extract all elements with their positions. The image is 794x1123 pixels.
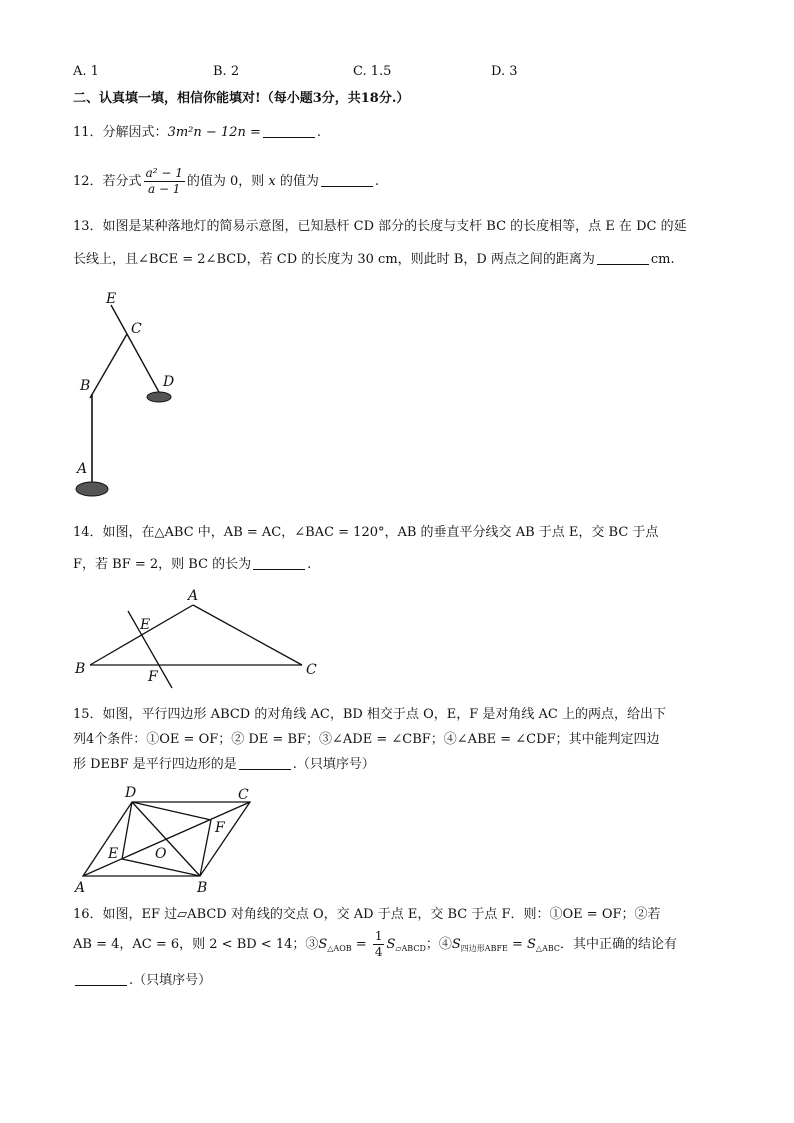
fig13-segment-CB [90,334,127,398]
fig13-segment-CD [127,334,160,394]
fig13-segment-EC [111,305,127,334]
q14-tail: . [307,557,312,572]
q11-tail: . [316,125,321,140]
q16-area-1: S [318,937,328,952]
q15-line-1: 15．如图，平行四边形 ABCD 的对角线 AC，BD 相交于点 O，E，F 是对角线 AC 上的两点，给出下 [73,707,666,722]
q12-fraction [144,166,185,197]
q15-line-2: 列4个条件：①OE = OF；② DE = BF；③∠ADE = ∠CBF；④∠ABE = ∠CDF；其中能判定四边 [73,732,660,747]
q15-answer-blank[interactable] [239,757,291,770]
q12-tail: . [374,174,380,189]
q13-answer-blank[interactable] [597,252,649,265]
q16-tail: .（只填序号） [129,973,212,988]
fig15-label-A: A [75,880,86,896]
fig14-label-F: F [148,669,158,685]
q16-line-1: 16．如图，EF 过▱ABCD 对角线的交点 O，交 AD 于点 E，交 BC 于点 F．则：①OE = OF；②若 [73,907,661,922]
fig15-label-E: E [108,846,119,862]
fig13-lamp-base [76,482,108,496]
q16-line-2-text: AB = 4，AC = 6，则 2 < BD < 14；③ [73,937,319,952]
fig13-label-D: D [163,374,175,390]
q14-line-2 [73,556,311,574]
q16-area-3: S [451,937,461,952]
fig15-label-D: D [125,785,137,801]
option-b[interactable]: B. 2 [213,64,240,79]
q16-area-4-sub: △ABC [535,944,560,953]
q11-number: 11． [73,125,103,140]
q13-line-2-text: 长线上，且∠BCE = 2∠BCD，若 CD 的长度为 30 cm，则此时 B，D 两点之间的距离为 [73,252,595,267]
q14-line-2-text: F，若 BF = 2，则 BC 的长为 [73,557,252,572]
figure-14-triangle [70,585,330,695]
option-a[interactable]: A. 1 [73,64,99,79]
fig14-label-E: E [140,617,151,633]
q12-var: x [268,174,276,189]
q16-sep: ；④ [425,937,452,952]
fig15-label-F: F [215,820,225,836]
figure-13-floor-lamp [70,290,175,505]
fig15-label-O: O [155,846,167,862]
q16-answer-blank[interactable] [75,973,127,986]
q16-line-2-end: ．其中正确的结论有 [560,937,678,952]
q16-line-3 [73,972,211,990]
fig15-segment-FD [132,802,211,820]
figure-15-parallelogram [70,780,280,895]
q16-area-4: S [527,937,536,952]
q16-area-2: S [386,937,396,952]
q16-area-3-sub: 四边形ABFE [460,944,508,953]
q15-line-3-text: 形 DEBF 是平行四边形的是 [73,757,237,772]
question-11 [73,124,321,142]
q16-equals: = [351,937,371,952]
q15-line-3 [73,756,375,774]
fig14-side-AC [193,605,302,665]
q16-area-2-sub: ▱ABCD [395,944,426,953]
q13-unit: cm. [650,252,675,267]
answer-options [73,64,593,82]
fig13-label-E: E [106,291,117,307]
fig13-label-B: B [80,378,91,394]
q15-tail: .（只填序号） [292,757,375,772]
q16-equals-2: = [507,937,528,952]
q12-answer-blank[interactable] [321,174,373,187]
fig14-label-B: B [75,661,86,677]
fig14-label-C: C [306,662,317,678]
q12-number: 12． [73,174,103,189]
question-12 [73,165,379,199]
q13-line-1: 13．如图是某种落地灯的简易示意图，已知悬杆 CD 部分的长度与支杆 BC 的长度相等，点 E 在 DC 的延 [73,219,687,234]
q11-answer-blank[interactable] [263,125,315,138]
q12-fraction-denominator: a − 1 [147,182,181,196]
q11-text: 分解因式： [102,125,168,140]
fig15-label-C: C [238,787,249,803]
q16-line-2 [73,928,677,966]
q16-area-1-sub: △AOB [327,944,352,953]
q12-post: 的值为 [279,174,319,189]
q11-expression: 3m²n − 12n = [167,125,261,140]
q16-fraction-numerator: 1 [374,929,383,943]
fig13-lamp-head [147,392,171,402]
fig13-label-C: C [131,321,142,337]
fig14-label-A: A [188,588,199,604]
q13-line-2 [73,251,675,269]
option-c[interactable]: C. 1.5 [353,64,392,79]
q14-answer-blank[interactable] [253,557,305,570]
q14-line-1: 14．如图，在△ABC 中，AB = AC，∠BAC = 120°，AB 的垂直平分线交 AB 于点 E，交 BC 于点 [73,525,659,540]
section-title: 二、认真填一填，相信你能填对!（每小题3分，共18分.） [73,91,410,106]
option-d[interactable]: D. 3 [491,64,518,79]
q12-mid: 的值为 0，则 [186,174,265,189]
q12-pre: 若分式 [102,174,142,189]
fig15-diagonal-BD [132,802,200,876]
q16-fraction [373,929,385,960]
q12-fraction-numerator: a² − 1 [145,166,183,180]
fig13-label-A: A [77,461,88,477]
q16-fraction-denominator: 4 [374,945,383,959]
fig15-label-B: B [197,880,208,896]
